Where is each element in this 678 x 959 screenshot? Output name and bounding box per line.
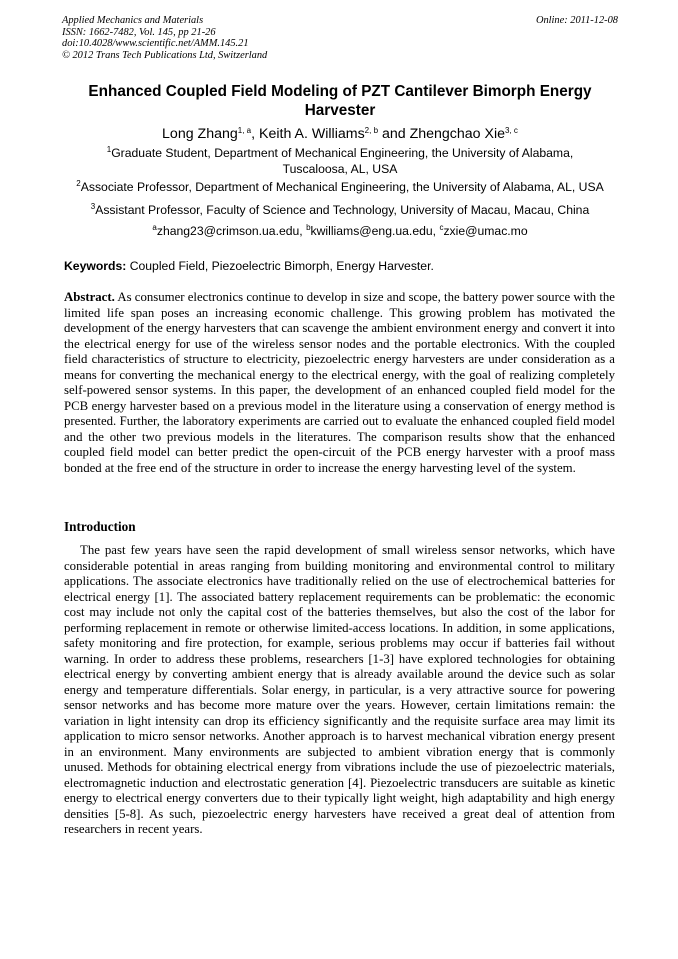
keywords-text: Coupled Field, Piezoelectric Bimorph, Energy Harvester. xyxy=(126,259,434,273)
author-name: Zhengchao Xie xyxy=(409,126,506,142)
introduction-heading: Introduction xyxy=(64,519,136,534)
keywords-label: Keywords: xyxy=(64,259,127,273)
affiliation-sup: 1 xyxy=(106,145,112,154)
abstract-label: Abstract. xyxy=(64,290,115,304)
author-sup: 3, c xyxy=(505,126,518,135)
keywords-line xyxy=(64,258,618,274)
email-address[interactable]: zhang23@crimson.ua.edu, xyxy=(156,224,307,238)
author-name: Keith A. Williams xyxy=(259,126,365,142)
email-sup: b xyxy=(306,223,311,232)
email-sup: a xyxy=(152,223,157,232)
journal-header xyxy=(62,15,618,61)
abstract-paragraph xyxy=(64,290,615,476)
author-sup: 2, b xyxy=(364,126,379,135)
author-separator: and xyxy=(378,126,410,142)
author-list xyxy=(62,125,618,143)
affiliation-2 xyxy=(62,179,618,195)
doi-line: doi:10.4028/www.scientific.net/AMM.145.21 xyxy=(62,38,249,50)
journal-name: Applied Mechanics and Materials xyxy=(62,15,204,26)
introduction-paragraph: The past few years have seen the rapid development of small wireless sensor networks, which have considerable potential in areas ranging from building monitoring and environmental control to military applications. The associate electronics have traditionally relied on the use of electrochemical batteries for electrical energy [1]. The associated battery replacement requirements can be problematic: the economic cost may include not only the capital cost of the batteries themselves, but also the cost of the labor for performing replacement in remote or otherwise limited-access locations. In addition, in some applications, safety monitoring and fire protection, for example, serious problems may occur if batteries fail without warning. In order to address these problems, researchers [1-3] have explored technologies for obtaining electrical energy by converting ambient energy that is already available around the device such as solar energy and temperature differentials. Solar energy, in particular, is a very attractive source for powering sensor networks and has become more mature over the years. However, certain limitations remain: the variation in light intensity can drop its efficiency significantly and the requisite surface area may limit its application to micro sensor networks. Another approach is to harvest mechanical vibration energy present in an environment. Many environments are subjected to ambient vibration energy that is commonly unused. Methods for obtaining electrical energy from vibrations include the use of piezoelectric materials, electromagnetic induction and electrostatic generation [4]. Piezoelectric transducers are suitable as kinetic energy to electrical energy converters due to their typically light weight, high adaptability and high energy densities [5-8]. As such, piezoelectric energy harvesters have received a great deal of attention from researchers in recent years. xyxy=(64,543,615,836)
paper-title: Enhanced Coupled Field Modeling of PZT Cantilever Bimorph Energy Harvester xyxy=(88,83,592,119)
copyright-line: © 2012 Trans Tech Publications Ltd, Switzerland xyxy=(62,49,268,61)
affiliation-1 xyxy=(62,145,618,177)
online-date: Online: 2011-12-08 xyxy=(535,15,618,26)
author-name: Long Zhang xyxy=(162,126,238,142)
affiliation-text: Graduate Student, Department of Mechanical Engineering, the University of Alabama, Tuscaloosa, AL, USA xyxy=(111,146,574,176)
email-address[interactable]: zxie@umac.mo xyxy=(443,224,528,238)
affiliation-3 xyxy=(62,202,618,218)
email-sup: c xyxy=(439,223,444,232)
email-address[interactable]: kwilliams@eng.ua.edu, xyxy=(310,224,440,238)
abstract-text: As consumer electronics continue to develop in size and scope, the battery power source with the limited life span poses an increasing economic challenge. This growing problem has motivated the development of the energy harvesters that can scavenge the ambient environment energy and convert it into the electrical energy for use of the wireless sensor nodes and the portable electronics. With the coupled field characteristics of structure to electricity, piezoelectric energy harvesters are under consideration as a means for converting the mechanical energy to the electrical energy, with the goal of realizing completely self-powered sensor systems. In this paper, the development of an enhanced coupled field model for the PCB energy harvester based on a previous model in the literature using a conservation of energy method is presented. Further, the laboratory experiments are carried out to evaluate the enhanced coupled field model and the other two previous models in the literatures. The comparison results show that the enhanced coupled field model can better predict the open-circuit of the PCB energy harvester with a proof mass bonded at the free end of the structure in order to increase the energy harvesting level of the system. xyxy=(64,290,615,475)
affiliation-text: Associate Professor, Department of Mechanical Engineering, the University of Alabama, AL, USA xyxy=(80,180,604,194)
affiliation-text: Assistant Professor, Faculty of Science and Technology, University of Macau, Macau, China xyxy=(95,203,590,217)
affiliation-sup: 3 xyxy=(90,202,96,211)
email-line xyxy=(62,223,618,239)
issn-line: ISSN: 1662-7482, Vol. 145, pp 21-26 xyxy=(62,26,216,38)
author-sup: 1, a xyxy=(237,126,252,135)
affiliation-sup: 2 xyxy=(76,179,81,188)
author-separator: , xyxy=(251,126,260,142)
